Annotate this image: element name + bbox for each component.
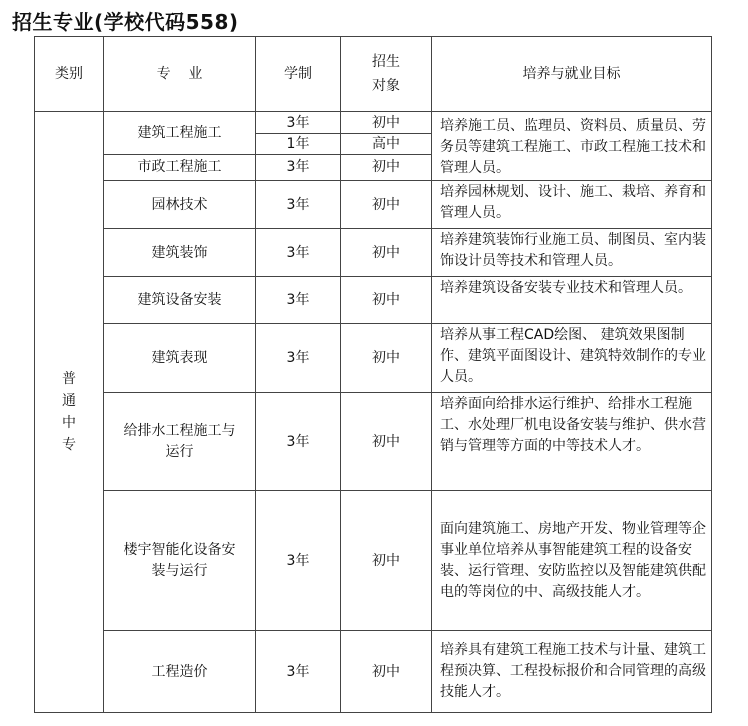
target-cell: 初中 <box>341 229 432 277</box>
major-text: 楼宇智能化设备安装与运行 <box>123 541 236 579</box>
table-row <box>35 181 712 229</box>
major-cell: 建筑工程施工 <box>104 112 256 155</box>
category-cell <box>35 112 104 713</box>
goal-cell: 培养从事工程CAD绘图、 建筑效果图制作、建筑平面图设计、建筑特效制作的专业人员。 <box>432 324 712 393</box>
years-cell: 3年 <box>256 491 341 631</box>
major-cell: 建筑装饰 <box>104 229 256 277</box>
header-years: 学制 <box>256 37 341 112</box>
target-cell: 初中 <box>341 154 432 180</box>
years-cell: 3年 <box>256 324 341 393</box>
table-row <box>35 229 712 277</box>
goal-cell: 培养面向给排水运行维护、给排水工程施工、水处理厂机电设备安装与维护、供水营销与管理等方面的中等技术人才。 <box>432 393 712 491</box>
header-major: 专 业 <box>104 37 256 112</box>
table-row <box>35 277 712 324</box>
table-row <box>35 491 712 631</box>
major-text: 给排水工程施工与运行 <box>123 422 236 460</box>
table-row <box>35 324 712 393</box>
years-cell: 3年 <box>256 631 341 713</box>
goal-cell: 培养建筑设备安装专业技术和管理人员。 <box>432 277 712 324</box>
goal-cell: 培养园林规划、设计、施工、栽培、养育和管理人员。 <box>432 181 712 229</box>
page-title: 招生专业(学校代码558) <box>12 10 239 34</box>
major-cell: 建筑表现 <box>104 324 256 393</box>
target-cell: 初中 <box>341 112 432 134</box>
major-cell <box>104 393 256 491</box>
header-target <box>341 37 432 112</box>
years-cell: 1年 <box>256 134 341 154</box>
majors-table <box>34 36 712 713</box>
table-row <box>35 112 712 134</box>
goal-cell: 培养建筑装饰行业施工员、制图员、室内装饰设计员等技术和管理人员。 <box>432 229 712 277</box>
target-cell: 初中 <box>341 181 432 229</box>
target-cell: 初中 <box>341 491 432 631</box>
header-target-text: 招生对象 <box>372 54 400 94</box>
goal-cell: 面向建筑施工、房地产开发、物业管理等企事业单位培养从事智能建筑工程的设备安装、运行管理、安防监控以及智能建筑供配电的等岗位的中、高级技能人才。 <box>432 491 712 631</box>
table-row <box>35 631 712 713</box>
header-category: 类别 <box>35 37 104 112</box>
header-goal: 培养与就业目标 <box>432 37 712 112</box>
years-cell: 3年 <box>256 229 341 277</box>
major-cell: 建筑设备安装 <box>104 277 256 324</box>
target-cell: 初中 <box>341 393 432 491</box>
target-cell: 初中 <box>341 277 432 324</box>
goal-cell: 培养施工员、监理员、资料员、质量员、劳务员等建筑工程施工、市政工程施工技术和管理人员。 <box>432 112 712 181</box>
major-cell <box>104 491 256 631</box>
years-cell: 3年 <box>256 181 341 229</box>
target-cell: 初中 <box>341 631 432 713</box>
goal-cell: 培养具有建筑工程施工技术与计量、建筑工程预决算、工程投标报价和合同管理的高级技能人才。 <box>432 631 712 713</box>
table-row <box>35 393 712 491</box>
years-cell: 3年 <box>256 154 341 180</box>
header-row <box>35 37 712 112</box>
years-cell: 3年 <box>256 277 341 324</box>
target-cell: 初中 <box>341 324 432 393</box>
major-cell: 工程造价 <box>104 631 256 713</box>
major-cell: 园林技术 <box>104 181 256 229</box>
target-cell: 高中 <box>341 134 432 154</box>
category-label: 普通中专 <box>62 371 76 453</box>
years-cell: 3年 <box>256 112 341 134</box>
major-cell: 市政工程施工 <box>104 154 256 180</box>
years-cell: 3年 <box>256 393 341 491</box>
